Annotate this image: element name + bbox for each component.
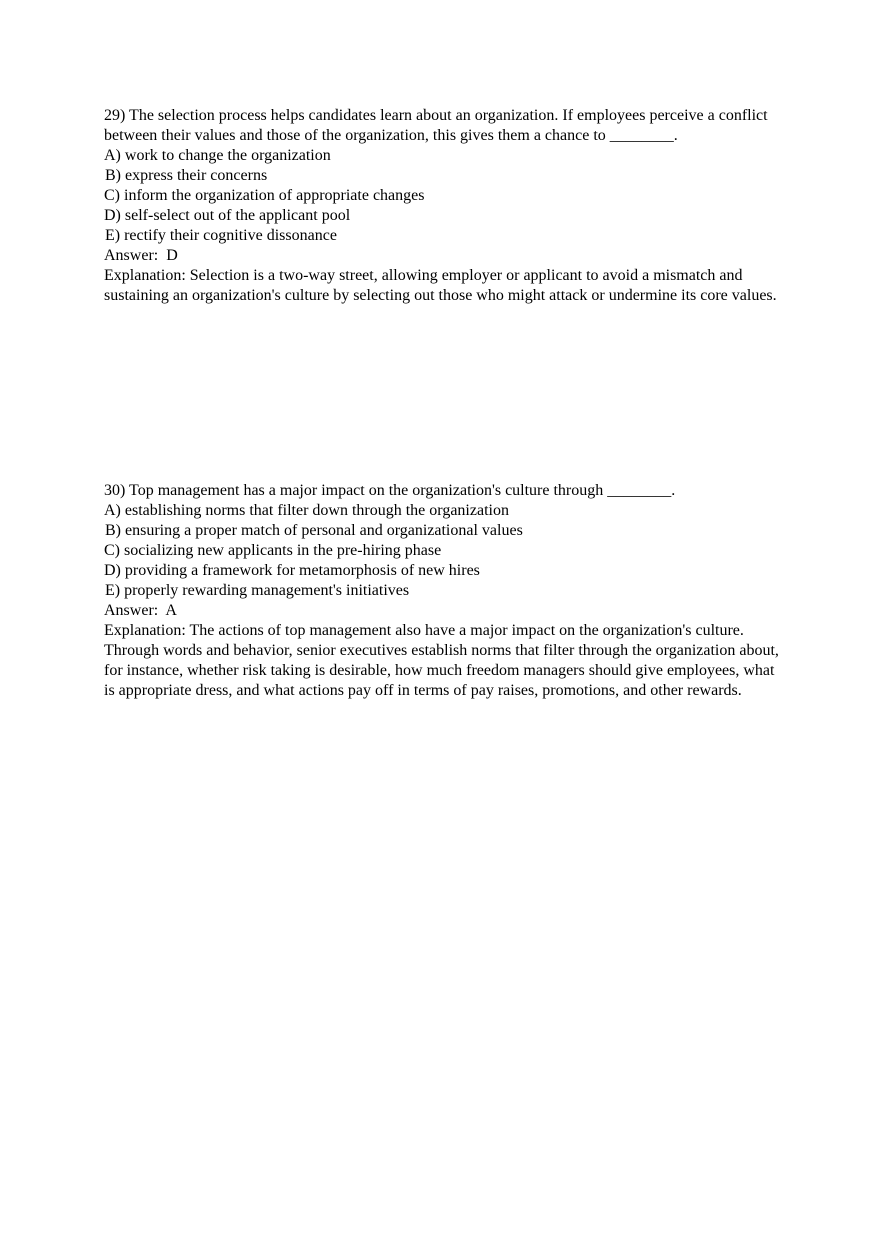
explanation-text: The actions of top management also have a major impact on the organization's culture. Through words and behavior, senior executives establish norms that filter through the organization about, for instance, whether risk taking is desirable, how much freedom managers should give employees, what is appropriate dress, and what actions pay off in terms of pay raises, promotions, and other rewards. xyxy=(104,622,779,699)
answer-line xyxy=(104,601,784,621)
option-e: E) properly rewarding management's initiatives xyxy=(105,582,410,599)
option-c: C) inform the organization of appropriate changes xyxy=(104,187,425,204)
option-a: A) work to change the organization xyxy=(104,147,331,164)
explanation xyxy=(104,621,784,701)
option-c: C) socializing new applicants in the pre-hiring phase xyxy=(104,542,442,559)
answer-label: Answer: xyxy=(104,247,159,264)
option-a: A) establishing norms that filter down through the organization xyxy=(104,502,509,519)
question-30 xyxy=(104,481,784,701)
option-d: D) self-select out of the applicant pool xyxy=(104,207,351,224)
answer-line xyxy=(104,246,784,266)
option-d: D) providing a framework for metamorphosis of new hires xyxy=(104,562,480,579)
question-stem: 29) The selection process helps candidates learn about an organization. If employees perceive a conflict between their values and those of the organization, this gives them a chance to ________. xyxy=(104,107,768,144)
answer-value: A xyxy=(165,602,177,619)
answer-value: D xyxy=(166,247,178,264)
option-b: B) express their concerns xyxy=(105,167,268,184)
explanation-label: Explanation: xyxy=(104,622,186,639)
option-e: E) rectify their cognitive dissonance xyxy=(105,227,337,244)
question-29 xyxy=(104,106,784,306)
explanation xyxy=(104,266,784,306)
explanation-label: Explanation: xyxy=(104,267,186,284)
explanation-text: Selection is a two-way street, allowing employer or applicant to avoid a mismatch and sustaining an organization's culture by selecting out those who might attack or undermine its core values. xyxy=(104,267,777,304)
option-b: B) ensuring a proper match of personal and organizational values xyxy=(105,522,523,539)
question-stem: 30) Top management has a major impact on the organization's culture through ________. xyxy=(104,482,676,499)
answer-label: Answer: xyxy=(104,602,159,619)
